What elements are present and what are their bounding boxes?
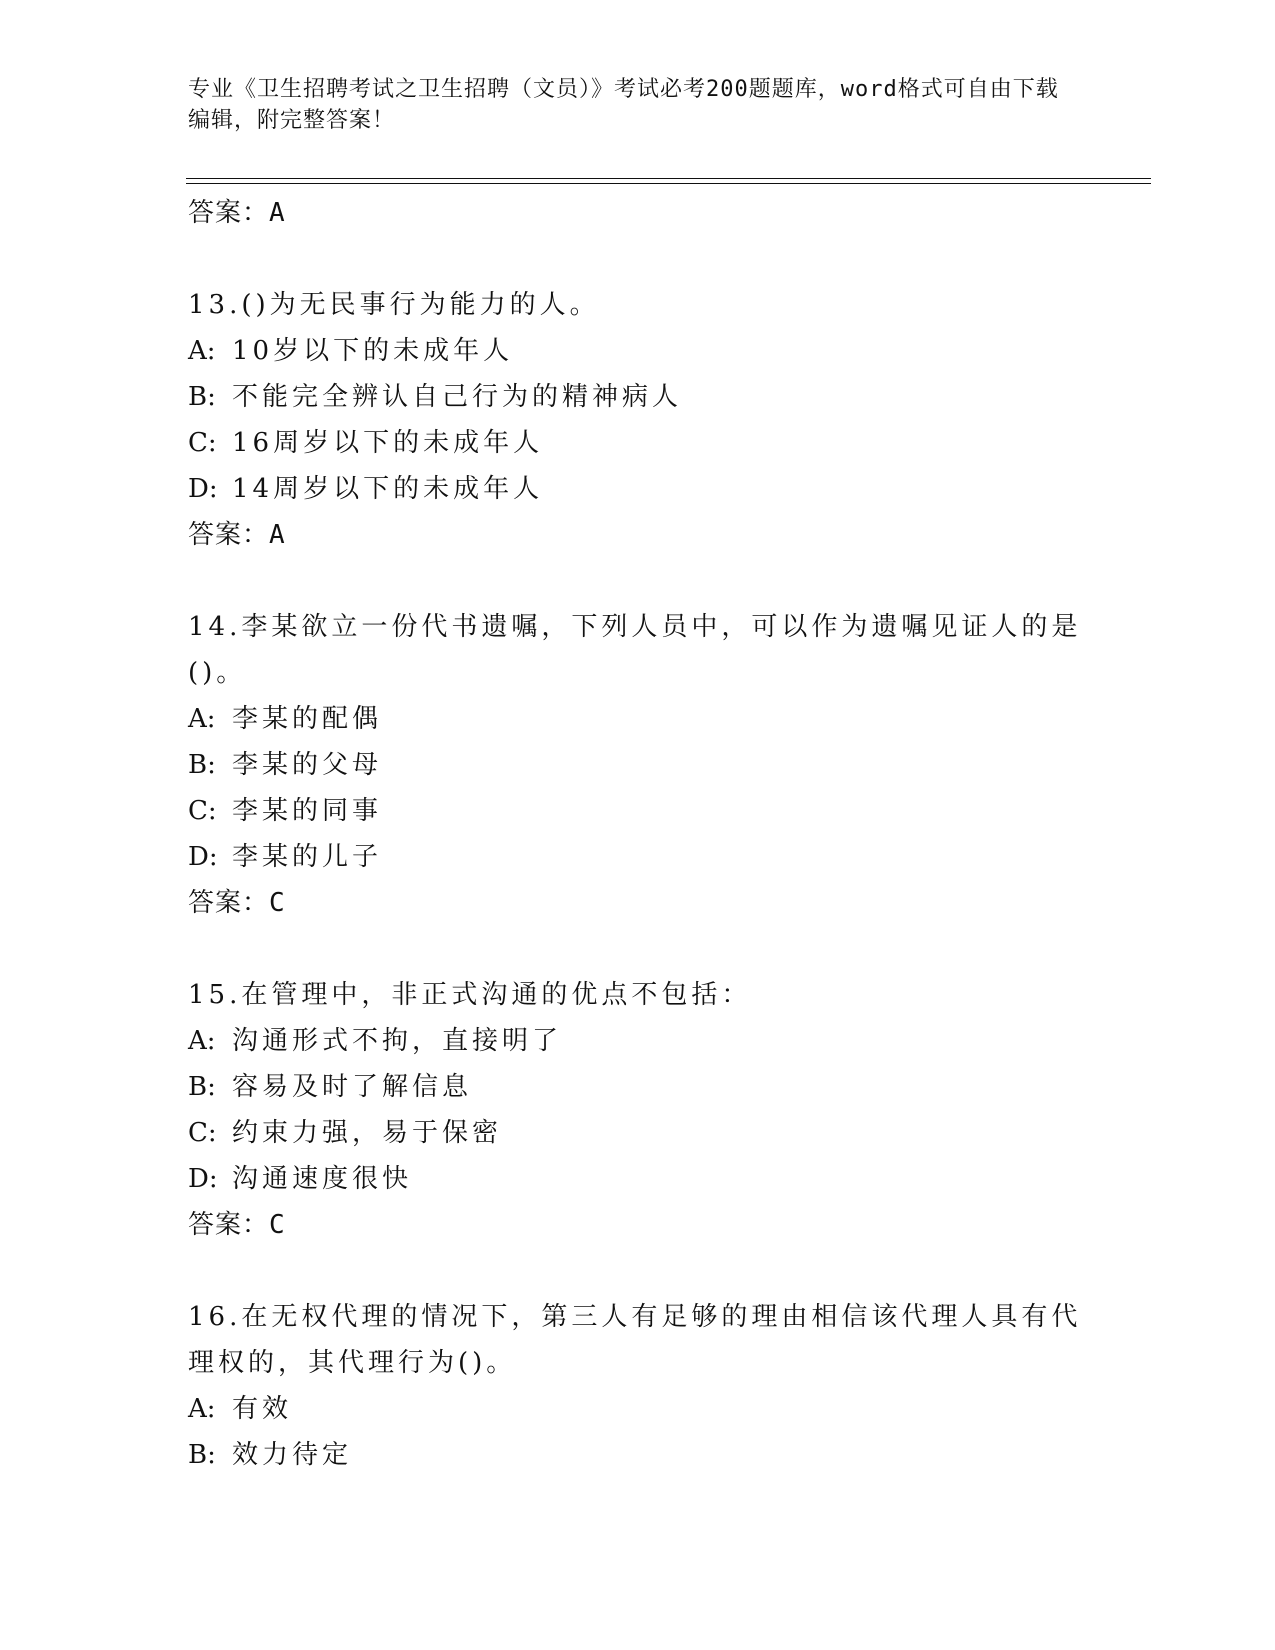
document-header: 专业《卫生招聘考试之卫生招聘（文员）》考试必考200题题库，word格式可自由下载编辑，附完整答案！: [188, 77, 1059, 133]
option-text: 李某的儿子: [232, 842, 383, 872]
answer-line: [188, 190, 1088, 236]
option-d: [188, 834, 1088, 880]
option-c: [188, 420, 1088, 466]
option-letter: A:: [188, 336, 216, 366]
answer-value: A: [269, 520, 286, 550]
answer-value: C: [269, 1210, 286, 1240]
answer-label: 答案：: [188, 520, 270, 550]
question-list: [188, 190, 1088, 1478]
answer-label: 答案：: [188, 1210, 270, 1240]
option-letter: C:: [188, 1118, 217, 1148]
answer-line: [188, 512, 1088, 558]
option-letter: B:: [188, 1072, 216, 1102]
option-letter: B:: [188, 1440, 216, 1470]
answer-label: 答案：: [188, 198, 270, 228]
option-a: [188, 1386, 1088, 1432]
answer-value: A: [269, 198, 286, 228]
option-a: [188, 328, 1088, 374]
option-text: 16周岁以下的未成年人: [232, 428, 544, 458]
question-14: [188, 604, 1088, 926]
option-b: [188, 742, 1088, 788]
option-text: 不能完全辨认自己行为的精神病人: [232, 382, 683, 412]
option-letter: A:: [188, 1394, 216, 1424]
option-text: 容易及时了解信息: [232, 1072, 473, 1102]
question-13: [188, 282, 1088, 558]
option-text: 有效: [232, 1394, 293, 1424]
answer-line: [188, 880, 1088, 926]
option-letter: C:: [188, 428, 217, 458]
option-d: [188, 1156, 1088, 1202]
answer-value: C: [269, 888, 286, 918]
option-letter: A:: [188, 1026, 216, 1056]
option-b: [188, 1432, 1088, 1478]
answer-line: [188, 1202, 1088, 1248]
option-c: [188, 788, 1088, 834]
question-stem: 15.在管理中，非正式沟通的优点不包括：: [188, 980, 752, 1010]
option-letter: D:: [188, 1164, 218, 1194]
option-letter: B:: [188, 750, 216, 780]
header-divider-top: [186, 178, 1151, 179]
option-letter: B:: [188, 382, 216, 412]
option-letter: D:: [188, 842, 218, 872]
option-c: [188, 1110, 1088, 1156]
option-text: 李某的父母: [232, 750, 383, 780]
option-text: 约束力强，易于保密: [232, 1118, 503, 1148]
option-a: [188, 696, 1088, 742]
option-b: [188, 374, 1088, 420]
option-letter: A:: [188, 704, 216, 734]
option-text: 效力待定: [232, 1440, 353, 1470]
option-b: [188, 1064, 1088, 1110]
option-a: [188, 1018, 1088, 1064]
option-text: 沟通速度很快: [232, 1164, 413, 1194]
option-text: 沟通形式不拘，直接明了: [232, 1026, 563, 1056]
question-stem: 14.李某欲立一份代书遗嘱，下列人员中，可以作为遗嘱见证人的是()。: [188, 612, 1082, 688]
option-letter: D:: [188, 474, 218, 504]
option-text: 李某的同事: [232, 796, 383, 826]
question-16: [188, 1294, 1088, 1478]
header-divider-bottom: [186, 183, 1151, 184]
question-stem: 16.在无权代理的情况下，第三人有足够的理由相信该代理人具有代理权的，其代理行为()。: [188, 1302, 1082, 1378]
option-d: [188, 466, 1088, 512]
option-letter: C:: [188, 796, 217, 826]
option-text: 10岁以下的未成年人: [232, 336, 514, 366]
question-15: [188, 972, 1088, 1248]
answer-label: 答案：: [188, 888, 270, 918]
question-stem: 13.()为无民事行为能力的人。: [188, 290, 600, 320]
option-text: 李某的配偶: [232, 704, 383, 734]
option-text: 14周岁以下的未成年人: [232, 474, 544, 504]
